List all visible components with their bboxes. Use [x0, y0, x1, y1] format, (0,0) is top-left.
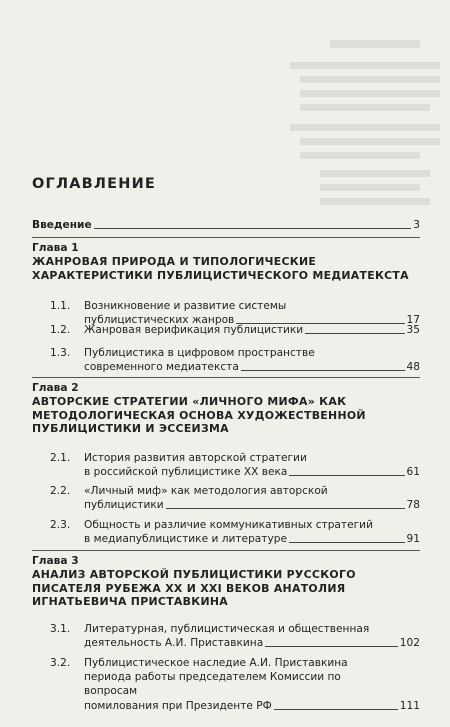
section-title-line: История развития авторской стратегии	[84, 452, 307, 464]
section-title-line: в медиапублицистике и литературе	[84, 533, 287, 546]
page-number: 48	[406, 361, 420, 374]
section-title-line: Литературная, публицистическая и общественная	[84, 623, 370, 635]
page-number: 3	[413, 219, 420, 231]
chapter-label: Глава 2	[32, 382, 79, 394]
chapter-label: Глава 1	[32, 242, 79, 254]
section-title-line: деятельность А.И. Приставкина	[84, 637, 264, 650]
page-number: 91	[406, 533, 420, 546]
chapter-title: АВТОРСКИЕ СТРАТЕГИИ «ЛИЧНОГО МИФА» КАК МЕТОДОЛОГИЧЕСКАЯ ОСНОВА ХУДОЖЕСТВЕННОЙ ПУБЛИЦИСТИКИ И ЭССЕИЗМА	[32, 395, 366, 435]
page-number: 35	[406, 324, 420, 336]
chapter-divider	[32, 237, 420, 238]
toc-section-3-1[interactable]	[50, 622, 420, 650]
introduction-label: Введение	[32, 219, 92, 231]
chapter-divider	[32, 377, 420, 378]
page-number: 61	[406, 466, 420, 479]
section-title-line: Возникновение и развитие системы	[84, 300, 287, 312]
toc-section-2-3[interactable]	[50, 518, 420, 546]
section-title-line: современного медиатекста	[84, 361, 239, 374]
toc-entry-introduction[interactable]	[32, 218, 420, 232]
dot-leader	[241, 370, 405, 371]
dot-leader	[265, 646, 398, 647]
toc-section-2-1[interactable]	[50, 451, 420, 479]
section-title-line: Публицистика в цифровом пространстве	[84, 347, 315, 359]
page-number: 102	[399, 637, 420, 650]
toc-section-1-3[interactable]	[50, 346, 420, 374]
dot-leader	[166, 508, 405, 509]
section-number: 2.3.	[50, 519, 71, 531]
toc-section-3-2[interactable]	[50, 656, 420, 713]
section-number: 3.2.	[50, 657, 71, 669]
section-number: 2.2.	[50, 485, 71, 497]
section-title-line: помилования при Президенте РФ	[84, 699, 272, 712]
page-number: 17	[406, 314, 420, 327]
section-number: 3.1.	[50, 623, 71, 635]
toc-heading: ОГЛАВЛЕНИЕ	[32, 176, 157, 192]
chapter-label: Глава 3	[32, 555, 79, 567]
section-title-line: в российской публицистике XX века	[84, 466, 288, 479]
dot-leader	[305, 333, 404, 334]
chapter-1[interactable]	[32, 242, 424, 282]
dot-leader	[289, 475, 404, 476]
section-number: 1.1.	[50, 300, 71, 312]
section-number: 2.1.	[50, 452, 71, 464]
section-title-line: «Личный миф» как методология авторской	[84, 485, 328, 497]
dot-leader	[289, 542, 405, 543]
chapter-divider	[32, 550, 420, 551]
section-title-line: публицистических жанров	[84, 314, 235, 327]
toc-section-2-2[interactable]	[50, 484, 420, 512]
chapter-title: ЖАНРОВАЯ ПРИРОДА И ТИПОЛОГИЧЕСКИЕ ХАРАКТЕРИСТИКИ ПУБЛИЦИСТИЧЕСКОГО МЕДИАТЕКСТА	[32, 255, 409, 282]
toc-section-1-2[interactable]	[50, 323, 420, 337]
section-title-line: публицистики	[84, 499, 164, 512]
chapter-2[interactable]	[32, 382, 424, 436]
section-title-line: Жанровая верификация публицистики	[84, 324, 304, 336]
dot-leader	[274, 709, 398, 710]
section-number: 1.2.	[50, 324, 71, 336]
page-number: 111	[399, 699, 420, 712]
page-number: 78	[406, 499, 420, 512]
section-number: 1.3.	[50, 347, 71, 359]
chapter-title: АНАЛИЗ АВТОРСКОЙ ПУБЛИЦИСТИКИ РУССКОГО ПИСАТЕЛЯ РУБЕЖА XX И XXI ВЕКОВ АНАТОЛИЯ ИГНАТЬЕВИЧА ПРИСТАВКИНА	[32, 568, 356, 608]
chapter-3[interactable]	[32, 555, 424, 609]
dot-leader	[94, 228, 412, 229]
section-title-line: Публицистическое наследие А.И. Приставкина периода работы председателем Комиссии по вопросам	[84, 657, 348, 698]
section-title-line: Общность и различие коммуникативных стратегий	[84, 519, 373, 531]
